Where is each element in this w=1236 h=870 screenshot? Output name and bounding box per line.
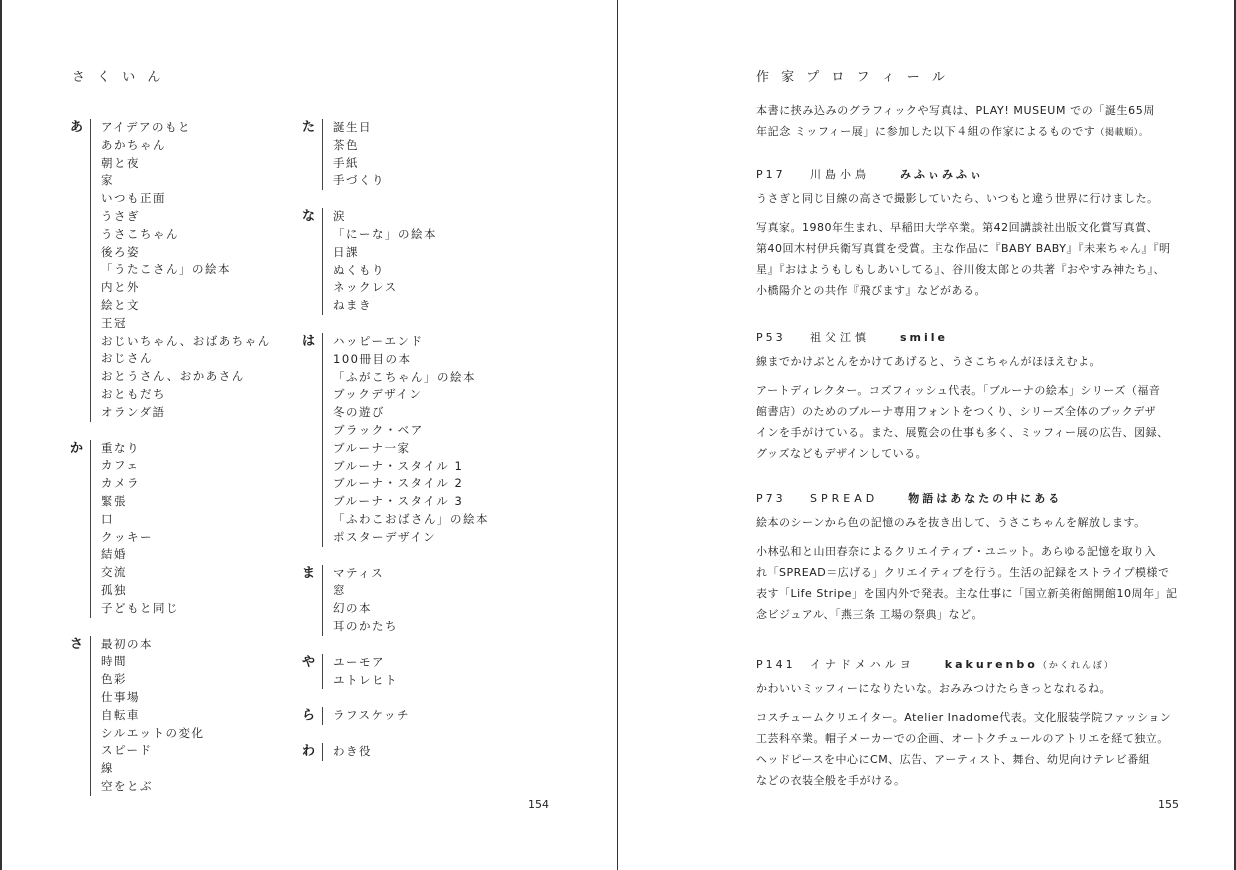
index-entry: ブルーナ・スタイル 2	[333, 476, 464, 491]
intro-line: 本書に挟み込みのグラフィックや写真は、PLAY! MUSEUM での「誕生65周	[756, 104, 1155, 117]
index-group	[302, 119, 489, 190]
index-group	[70, 119, 271, 422]
index-entry: 涙	[333, 209, 346, 224]
profile-block	[756, 327, 1186, 464]
bio-line: 工芸科卒業。帽子メーカーでの企画、オートクチュールのアトリエを経て独立。	[756, 732, 1169, 745]
profile-quote: 線までかけぶとんをかけてあげると、うさこちゃんがほほえむよ。	[756, 355, 1101, 368]
profile-quote: うさぎと同じ目線の高さで撮影していたら、いつもと違う世界に行けました。	[756, 192, 1159, 205]
index-entry-list	[322, 743, 372, 761]
index-entry: マティス	[333, 565, 385, 580]
index-entry: 幻の本	[333, 601, 372, 616]
index-entry: わき役	[333, 744, 372, 759]
index-entry-list	[322, 208, 437, 315]
index-entry: 結婚	[101, 547, 127, 562]
profile-bio	[756, 217, 1186, 301]
index-kana-heading: わ	[302, 744, 316, 760]
index-entry: 絵と文	[101, 297, 140, 312]
bio-line: などの衣装全般を手がける。	[756, 774, 906, 787]
profile-block	[756, 164, 1186, 301]
profile-quote: かわいいミッフィーになりたいな。おみみつけたらきっとなれるね。	[756, 682, 1112, 695]
bio-line: 写真家。1980年生まれ、早稲田大学卒業。第42回講談社出版文化賞写真賞、	[756, 221, 1159, 234]
index-entry: クッキー	[101, 529, 153, 544]
bio-line: アートディレクター。コズフィッシュ代表。「ブルーナの絵本」シリーズ（福音	[756, 384, 1161, 397]
index-group	[302, 707, 489, 725]
profile-group: みふぃみふぃ	[900, 168, 984, 181]
index-entry: 茶色	[333, 137, 359, 152]
index-entry: ぬくもり	[333, 262, 385, 277]
bio-line: れ「SPREAD＝広げる」クリエイティブを行う。生活の記録をストライプ模様で	[756, 566, 1170, 579]
profile-page: P141	[756, 658, 796, 671]
index-entry: 「にーな」の絵本	[333, 226, 437, 241]
index-entry: 誕生日	[333, 120, 372, 134]
index-kana-heading: た	[302, 120, 316, 135]
profile-heading	[756, 654, 1186, 676]
index-entry: 日課	[333, 244, 359, 259]
profile-page: P53	[756, 331, 786, 344]
index-entry: 手づくり	[333, 173, 385, 188]
index-entry: ブラック・ベア	[333, 422, 424, 437]
index-kana-heading: ま	[302, 565, 316, 581]
index-entry: ブルーナ一家	[333, 440, 411, 455]
profile-name: 川島小鳥	[810, 168, 870, 181]
index-entry: ハッピーエンド	[333, 333, 424, 348]
right-page	[618, 0, 1236, 870]
index-entry: おじいちゃん、おばあちゃん	[101, 333, 271, 348]
index-entry: ブルーナ・スタイル 3	[333, 494, 464, 509]
index-entry: いつも正面	[101, 191, 166, 206]
index-entry-list	[322, 565, 398, 636]
index-group	[302, 333, 489, 547]
profile-name: 祖父江慎	[810, 331, 870, 344]
profile-page: P73	[756, 492, 786, 505]
index-entry: うさぎ	[101, 208, 140, 223]
index-entry-list	[322, 333, 489, 547]
profile-block	[756, 488, 1186, 625]
intro-note: （掲載順）。	[1095, 128, 1149, 138]
index-kana-heading: ら	[302, 708, 316, 724]
index-entry: オランダ語	[101, 404, 166, 419]
index-entry: 100冊目の本	[333, 351, 412, 366]
profile-name: SPREAD	[810, 492, 879, 505]
index-entry: ブックデザイン	[333, 387, 423, 402]
intro-paragraph	[756, 100, 1186, 144]
index-entry: 空をとぶ	[101, 778, 153, 793]
bio-line: 小橋陽介との共作『飛びます』などがある。	[756, 284, 986, 297]
intro-line: 年記念 ミッフィー展」に参加した以下４組の作家によるものです（掲載順）。	[756, 125, 1149, 138]
index-entry: カフェ	[101, 458, 140, 473]
index-entry: ねまき	[333, 298, 372, 313]
index-entry-list	[90, 636, 204, 796]
index-entry: ブルーナ・スタイル 1	[333, 458, 464, 473]
profile-page: P17	[756, 168, 786, 181]
bio-line: 館書店）のためのブルーナ専用フォントをつくり、シリーズ全体のブックデザ	[756, 405, 1157, 418]
bio-line: 第40回木村伊兵衛写真賞を受賞。主な作品に『BABY BABY』『未来ちゃん』『明	[756, 242, 1171, 255]
index-group	[302, 565, 489, 636]
profile-bio	[756, 541, 1186, 625]
profile-group: kakurenbo	[944, 658, 1038, 671]
index-entry: 耳のかたち	[333, 618, 398, 633]
profile-heading	[756, 164, 1186, 186]
index-entry: 窓	[333, 583, 346, 598]
index-entry-list	[322, 707, 410, 725]
index-entry: シルエットの変化	[101, 725, 205, 740]
index-group	[302, 654, 489, 690]
index-entry: アイデアのもと	[101, 120, 191, 134]
index-title: さ く い ん	[72, 70, 165, 85]
index-entry: 冬の遊び	[333, 405, 385, 420]
index-entry: 孤独	[101, 582, 127, 597]
index-entry: 交流	[101, 565, 127, 580]
index-kana-heading: か	[70, 440, 84, 456]
bio-line: コスチュームクリエイター。Atelier Inadome代表。文化服装学院ファッション	[756, 711, 1172, 724]
index-entry: 線	[101, 761, 114, 776]
bio-line: 念ビジュアル、「燕三条 工場の祭典」など。	[756, 608, 983, 621]
bio-line: 星』『おはようもしもしあいしてる』、谷川俊太郎との共著『おやすみ神たち』、	[756, 263, 1165, 276]
profile-group: 物語はあなたの中にある	[908, 492, 1063, 505]
index-entry: 後ろ姿	[101, 244, 140, 259]
index-kana-heading: な	[302, 209, 316, 225]
profile-heading	[756, 488, 1186, 510]
index-entry: ユーモア	[333, 654, 385, 669]
index-group	[302, 208, 489, 315]
index-entry: 色彩	[101, 672, 127, 687]
index-kana-heading: は	[302, 333, 316, 349]
profile-block	[756, 654, 1186, 791]
page-number-right: 155	[1158, 798, 1179, 811]
bio-line: ヘッドピースを中心にCM、広告、アーティスト、舞台、幼児向けテレビ番組	[756, 753, 1151, 766]
index-entry: 朝と夜	[101, 155, 140, 170]
profile-bio	[756, 707, 1186, 791]
bio-line: 表す「Life Stripe」を国内外で発表。主な仕事に「国立新美術館開館10周年」記	[756, 587, 1178, 600]
index-entry: ラフスケッチ	[333, 708, 410, 723]
index-group	[70, 636, 271, 796]
profile-heading	[756, 327, 1186, 349]
bio-line: インを手がけている。また、展覧会の仕事も多く、ミッフィー展の広告、図録、	[756, 426, 1169, 439]
index-entry: 手紙	[333, 155, 359, 170]
index-entry: スピード	[101, 743, 153, 758]
index-entry: 仕事場	[101, 689, 140, 704]
index-entry-list	[90, 440, 179, 618]
profile-group: smile	[900, 331, 949, 344]
profile-quote: 絵本のシーンから色の記憶のみを抜き出して、うさこちゃんを解放します。	[756, 516, 1146, 529]
index-entry: おじさん	[101, 351, 153, 366]
bio-line: 小林弘和と山田春奈によるクリエイティブ・ユニット。あらゆる記憶を取り入	[756, 545, 1156, 558]
index-entry: うさこちゃん	[101, 226, 179, 241]
index-entry-list	[90, 119, 271, 422]
index-group	[302, 743, 489, 761]
page-number-left: 154	[528, 798, 549, 811]
index-entry: 王冠	[101, 315, 127, 330]
index-entry: 重なり	[101, 440, 140, 455]
profile-name: イナドメハルヨ	[810, 658, 915, 671]
index-entry: 最初の本	[101, 636, 153, 651]
index-entry: あかちゃん	[101, 137, 166, 152]
index-entry: 「うたこさん」の絵本	[101, 262, 231, 277]
index-entry: 自転車	[101, 707, 140, 722]
index-entry: 「ふわこおばさん」の絵本	[333, 511, 489, 526]
index-entry: 家	[101, 173, 114, 188]
index-entry: ユトレヒト	[333, 672, 398, 687]
index-entry: 内と外	[101, 280, 140, 295]
index-entry: 時間	[101, 654, 127, 669]
profile-group-reading: （かくれんぼ）	[1037, 661, 1115, 671]
bio-line: グッズなどもデザインしている。	[756, 447, 928, 460]
index-entry: 「ふがこちゃん」の絵本	[333, 369, 476, 384]
profile-title: 作 家 プ ロ フ ィ ー ル	[756, 70, 949, 85]
index-column-2	[302, 119, 489, 779]
index-kana-heading: や	[302, 654, 316, 670]
index-column-1	[70, 119, 271, 814]
index-group	[70, 440, 271, 618]
index-entry: おとうさん、おかあさん	[101, 369, 245, 384]
index-entry: 緊張	[101, 493, 127, 508]
index-entry: 子どもと同じ	[101, 600, 179, 615]
index-entry: おともだち	[101, 386, 166, 401]
profile-bio	[756, 380, 1186, 464]
index-entry: ネックレス	[333, 280, 398, 295]
index-entry: ポスターデザイン	[333, 529, 437, 544]
index-kana-heading: さ	[70, 636, 84, 652]
index-entry: カメラ	[101, 476, 140, 491]
index-entry-list	[322, 654, 398, 690]
index-entry: 口	[101, 511, 114, 526]
index-kana-heading: あ	[70, 120, 84, 135]
index-entry-list	[322, 119, 385, 190]
